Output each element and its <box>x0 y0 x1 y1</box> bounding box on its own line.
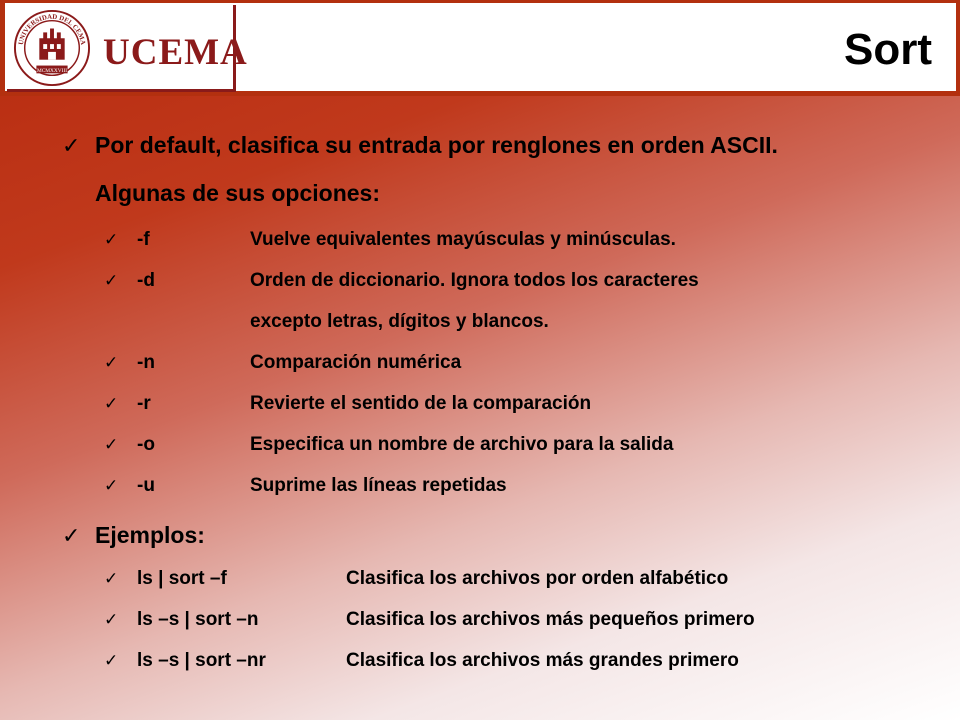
seal-text: UNIVERSIDAD DEL CEMA <box>17 13 87 46</box>
option-description-continued: excepto letras, dígitos y blancos. <box>250 311 549 332</box>
checkmark-icon: ✓ <box>104 476 119 495</box>
checkmark-icon: ✓ <box>62 523 81 548</box>
example-description: Clasifica los archivos por orden alfabético <box>346 568 729 589</box>
checkmark-icon: ✓ <box>104 651 119 670</box>
brand-logotype: UCEMA <box>103 32 248 73</box>
checkmark-icon: ✓ <box>62 133 81 158</box>
example-description: Clasifica los archivos más pequeños primero <box>346 609 755 630</box>
option-flag: -o <box>137 434 155 455</box>
intro-line-2: Algunas de sus opciones: <box>95 180 380 206</box>
option-description: Suprime las líneas repetidas <box>250 475 507 496</box>
checkmark-icon: ✓ <box>104 271 119 290</box>
example-description: Clasifica los archivos más grandes primero <box>346 650 739 671</box>
checkmark-icon: ✓ <box>104 353 119 372</box>
slide-title: Sort <box>844 25 932 74</box>
checkmark-icon: ✓ <box>104 230 119 249</box>
option-description: Vuelve equivalentes mayúsculas y minúsculas. <box>250 229 676 250</box>
option-flag: -n <box>137 352 155 373</box>
option-flag: -f <box>137 229 150 250</box>
option-flag: -r <box>137 393 151 414</box>
example-command: ls –s | sort –nr <box>137 650 266 671</box>
option-flag: -u <box>137 475 155 496</box>
option-flag: -d <box>137 270 155 291</box>
example-command: ls | sort –f <box>137 568 227 589</box>
option-description: Orden de diccionario. Ignora todos los caracteres <box>250 270 699 291</box>
option-description: Comparación numérica <box>250 352 462 373</box>
option-description: Revierte el sentido de la comparación <box>250 393 592 414</box>
checkmark-icon: ✓ <box>104 435 119 454</box>
option-description: Especifica un nombre de archivo para la salida <box>250 434 674 455</box>
checkmark-icon: ✓ <box>104 610 119 629</box>
intro-line-1: Por default, clasifica su entrada por renglones en orden ASCII. <box>95 132 778 158</box>
seal-year: MCMXXVIII <box>36 67 68 74</box>
checkmark-icon: ✓ <box>104 569 119 588</box>
checkmark-icon: ✓ <box>104 394 119 413</box>
examples-heading: Ejemplos: <box>95 522 205 548</box>
example-command: ls –s | sort –n <box>137 609 259 630</box>
